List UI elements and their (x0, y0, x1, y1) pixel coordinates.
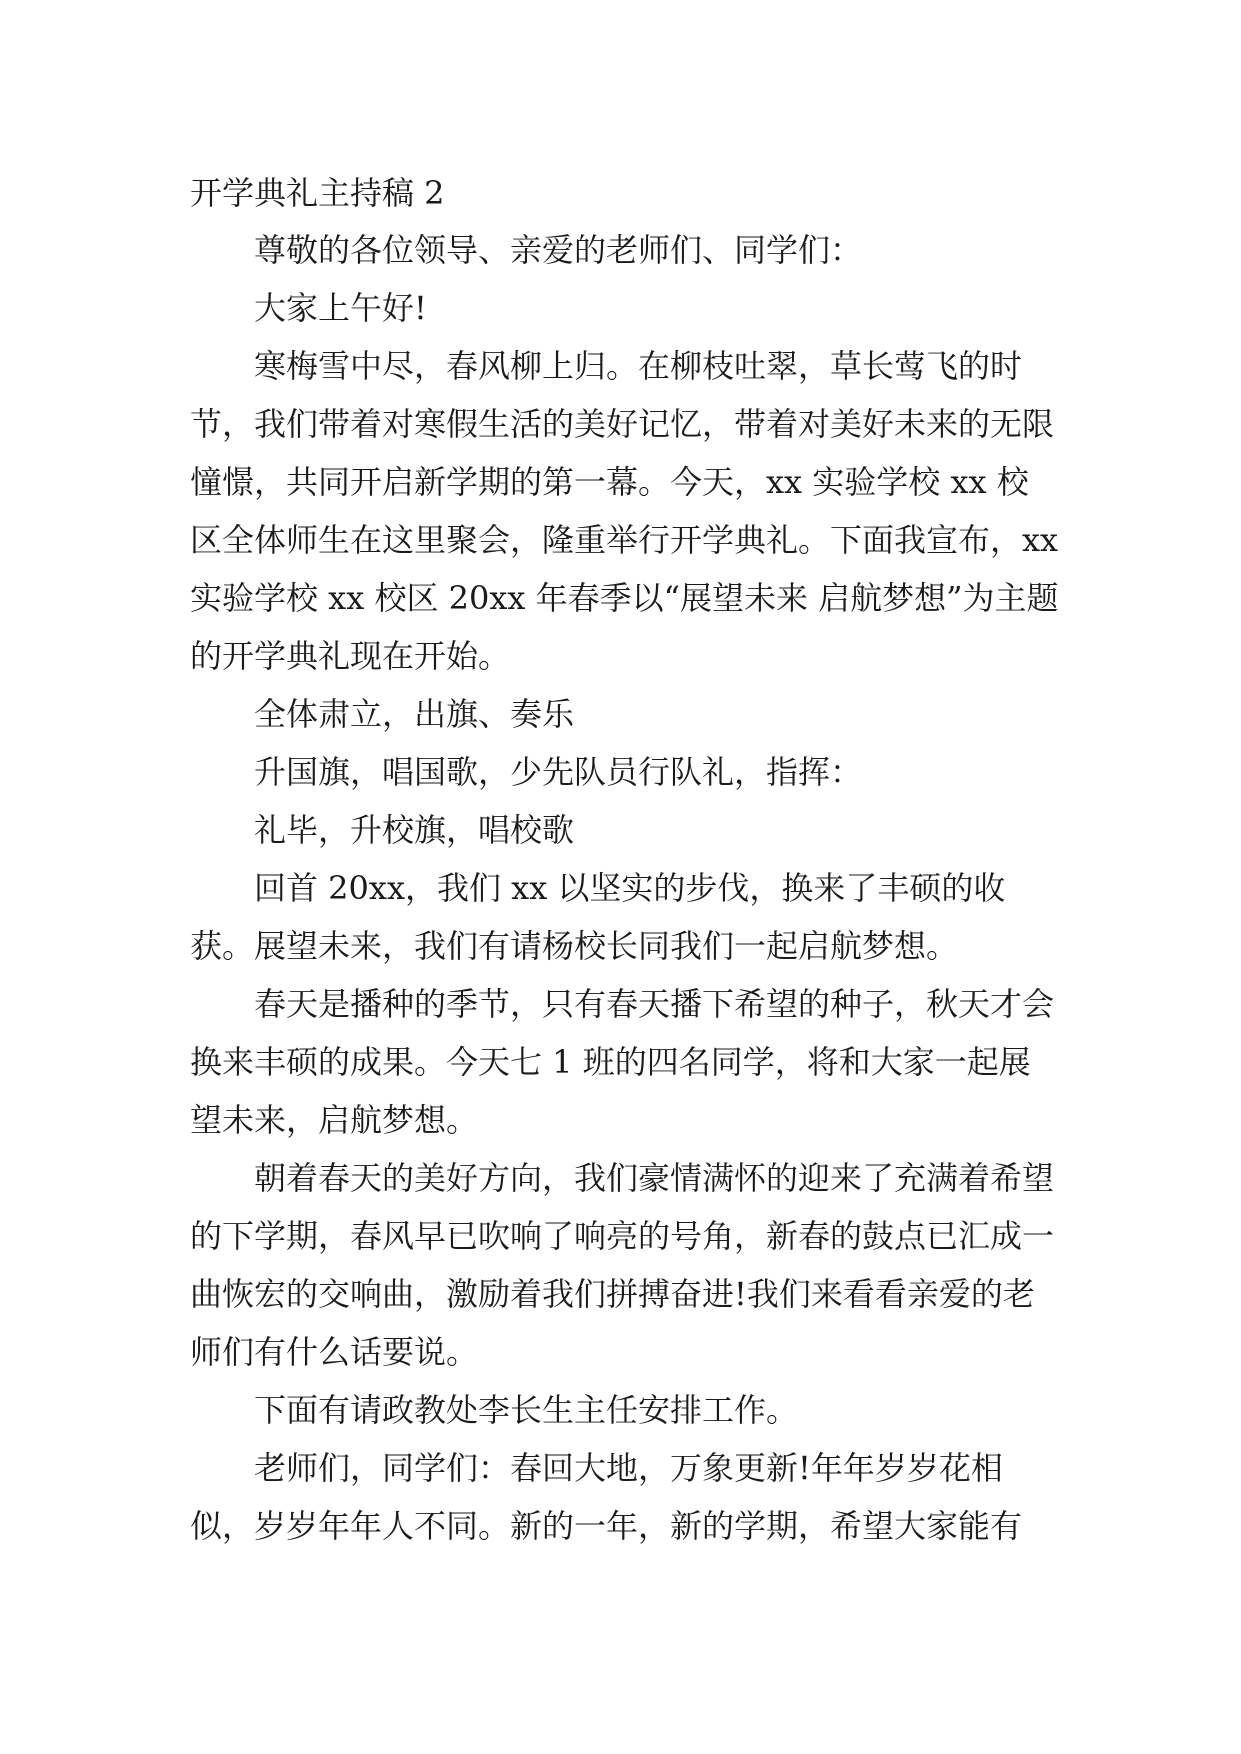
paragraph-flag-raising: 升国旗，唱国歌，少先队员行队礼，指挥： (254, 753, 863, 791)
paragraph-opening: 寒梅雪中尽，春风柳上归。在柳枝吐翠，草长莺飞的时节，我们带着对寒假生活的美好记忆，带着对美好未来的无限憧憬，共同开启新学期的第一幕。今天，xx 实验学校 xx 校区全体师生在这里聚会，隆重举行开学典礼。下面我宣布，xx 实验学校 xx 校区 20xx 年春季以“展望未来 启航梦想”为主题的开学典礼现在开始。 (190, 347, 1059, 675)
paragraph-spring: 春天是播种的季节，只有春天播下希望的种子，秋天才会换来丰硕的成果。今天七 1 班的四名同学，将和大家一起展望未来，启航梦想。 (190, 985, 1055, 1139)
paragraph-good-morning: 大家上午好! (254, 289, 427, 327)
paragraph-greeting: 尊敬的各位领导、亲爱的老师们、同学们： (254, 231, 863, 269)
paragraph-new-term: 朝着春天的美好方向，我们豪情满怀的迎来了充满着希望的下学期，春风早已吹响了响亮的号角，新春的鼓点已汇成一曲恢宏的交响曲，激励着我们拼搏奋进!我们来看看亲爱的老师们有什么话要说。 (190, 1159, 1055, 1371)
paragraph-school-flag: 礼毕，升校旗，唱校歌 (254, 811, 575, 849)
document-page (190, 165, 1060, 1555)
paragraph-review: 回首 20xx，我们 xx 以坚实的步伐，换来了丰硕的收获。展望未来，我们有请杨校长同我们一起启航梦想。 (190, 869, 1006, 965)
paragraph-stand: 全体肃立，出旗、奏乐 (254, 695, 575, 733)
paragraph-teachers-students: 老师们，同学们：春回大地，万象更新!年年岁岁花相似，岁岁年年人不同。新的一年，新的学期，希望大家能有 (190, 1449, 1023, 1545)
document-title: 开学典礼主持稿 2 (190, 174, 445, 212)
paragraph-work-arrangement: 下面有请政教处李长生主任安排工作。 (254, 1391, 799, 1429)
